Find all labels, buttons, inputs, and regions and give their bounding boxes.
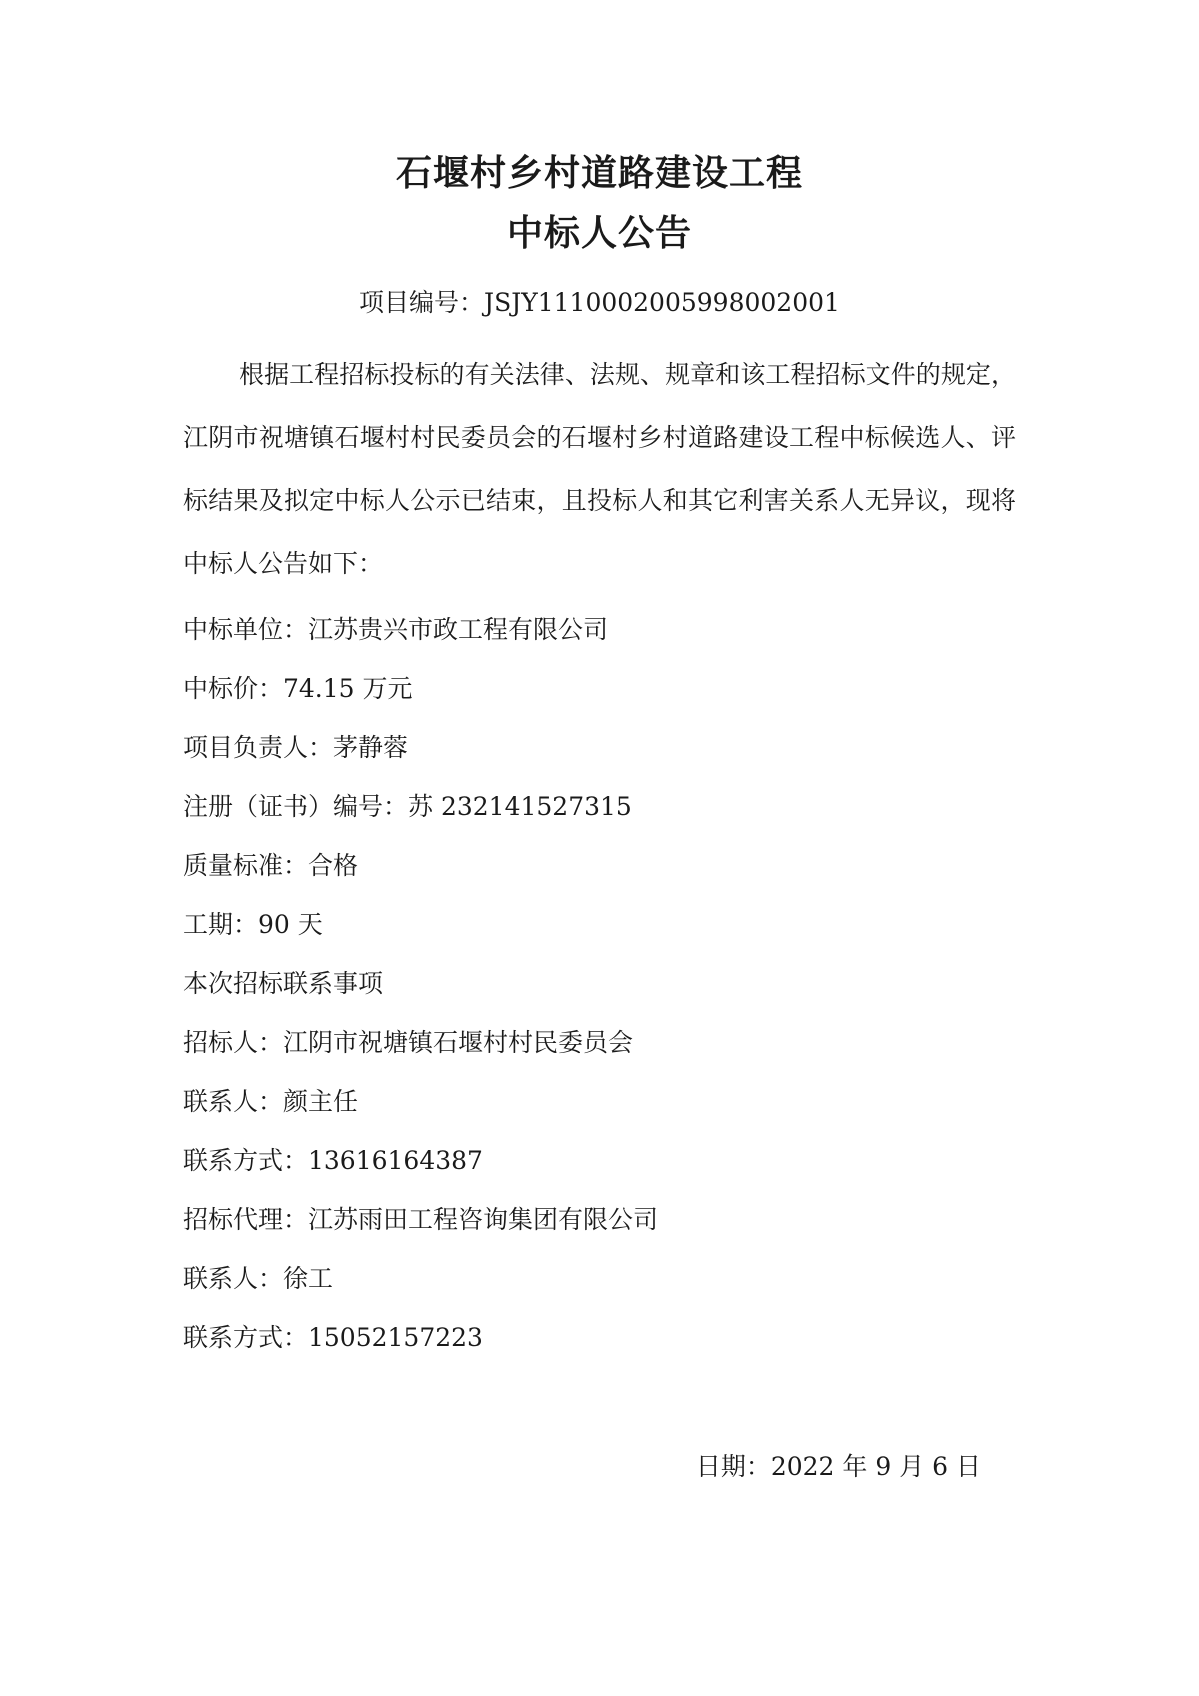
field-bid-price: 中标价：74.15 万元: [183, 674, 413, 703]
document-title: 石堰村乡村道路建设工程: [395, 153, 803, 194]
field-duration: 工期：90 天: [183, 910, 323, 939]
field-certificate-no: 注册（证书）编号：苏 232141527315: [183, 792, 632, 821]
section-contact-heading: 本次招标联系事项: [183, 969, 384, 998]
field-quality-standard: 质量标准：合格: [183, 851, 359, 880]
field-agency-phone: 联系方式：15052157223: [183, 1323, 483, 1352]
field-project-manager: 项目负责人：茅静蓉: [183, 733, 409, 762]
document-subtitle: 中标人公告: [506, 213, 692, 254]
field-tenderer-phone: 联系方式：13616164387: [183, 1146, 483, 1175]
intro-paragraph: 根据工程招标投标的有关法律、法规、规章和该工程招标文件的规定，江阴市祝塘镇石堰村村民委员会的石堰村乡村道路建设工程中标候选人、评标结果及拟定中标人公示已结束，且投标人和其它利害关系人无异议，现将中标人公告如下：: [183, 360, 1016, 578]
field-tenderer: 招标人：江阴市祝塘镇石堰村村民委员会: [183, 1028, 634, 1057]
field-agency: 招标代理：江苏雨田工程咨询集团有限公司: [183, 1205, 659, 1234]
field-agency-contact: 联系人：徐工: [183, 1264, 334, 1293]
field-winning-bidder: 中标单位：江苏贵兴市政工程有限公司: [183, 615, 609, 644]
project-number: 项目编号：JSJY1110002005998002001: [359, 288, 840, 317]
field-tenderer-contact: 联系人：颜主任: [183, 1087, 359, 1116]
document-date: 日期：2022 年 9 月 6 日: [695, 1452, 981, 1481]
